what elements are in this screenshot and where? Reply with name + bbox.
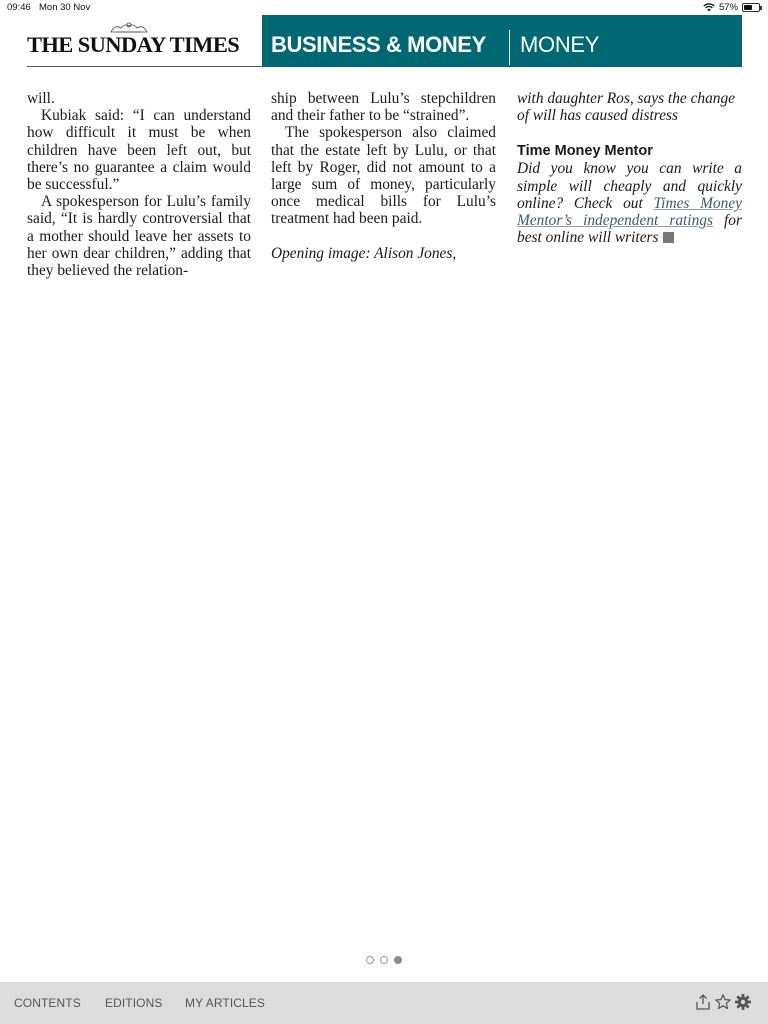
toolbar-actions bbox=[694, 993, 752, 1011]
paragraph: will. bbox=[27, 90, 55, 107]
status-bar bbox=[0, 0, 768, 15]
section-banner bbox=[262, 15, 742, 67]
battery-tip bbox=[760, 6, 762, 10]
article-column-1 bbox=[27, 90, 251, 279]
masthead bbox=[27, 15, 742, 67]
section-divider bbox=[509, 30, 510, 65]
battery-level-fill bbox=[744, 5, 752, 10]
image-caption: Opening image: Alison Jones, bbox=[271, 244, 457, 262]
share-icon[interactable] bbox=[694, 993, 712, 1011]
section-title: BUSINESS & MONEY bbox=[271, 32, 486, 57]
page-dot[interactable] bbox=[394, 956, 402, 964]
gear-icon[interactable] bbox=[734, 993, 752, 1011]
paragraph: A spokesperson for Lulu’s family said, “It is hardly controversial that a mother should leave her assets to her own dear children,” adding that they believed the relation- bbox=[27, 193, 251, 280]
masthead-rule bbox=[27, 66, 262, 67]
wifi-icon bbox=[703, 3, 715, 12]
mentor-text bbox=[517, 160, 742, 246]
page-dot[interactable] bbox=[380, 956, 388, 964]
mentor-text-end: for best online will writers bbox=[517, 212, 742, 247]
status-time: 09:46 bbox=[7, 2, 31, 13]
mentor-text-start: Did you know you can write a simple will cheaply and quickly online? Check out bbox=[517, 160, 742, 212]
status-date: Mon 30 Nov bbox=[39, 2, 91, 13]
article-column-2 bbox=[271, 90, 496, 262]
page-indicator[interactable] bbox=[366, 956, 402, 964]
my-articles-button[interactable]: MY ARTICLES bbox=[185, 996, 266, 1010]
page-dot[interactable] bbox=[366, 956, 374, 964]
editions-button[interactable]: EDITIONS bbox=[105, 996, 163, 1010]
paragraph: The spokesperson also claimed that the estate left by Lulu, or that left by Roger, did not amount to a large sum of money, particularly once medical bills for Lulu’s treatment had been paid. bbox=[271, 124, 496, 228]
contents-button[interactable]: CONTENTS bbox=[14, 996, 81, 1010]
end-of-article-marker bbox=[663, 232, 674, 243]
subsection-title: MONEY bbox=[520, 32, 600, 57]
money-mentor-link[interactable]: Times Money Mentor’s independent ratings bbox=[517, 194, 742, 230]
image-caption-continued: with daughter Ros, says the change of will has caused distress bbox=[517, 90, 736, 125]
bottom-toolbar bbox=[0, 982, 768, 1024]
battery-percent: 57% bbox=[718, 2, 738, 13]
mentor-heading: Time Money Mentor bbox=[517, 143, 653, 160]
star-icon[interactable] bbox=[714, 993, 732, 1011]
article-column-3 bbox=[517, 90, 742, 246]
status-indicators bbox=[703, 2, 760, 13]
newspaper-logo: THE SUNDAY TIMES bbox=[27, 32, 240, 57]
paragraph: ship between Lulu’s stepchildren and their father to be “strained”. bbox=[271, 90, 496, 125]
paragraph: Kubiak said: “I can understand how difficult it must be when children have been left out, but there’s no guarantee a claim would be successful.” bbox=[27, 107, 251, 194]
battery-icon bbox=[742, 3, 760, 12]
